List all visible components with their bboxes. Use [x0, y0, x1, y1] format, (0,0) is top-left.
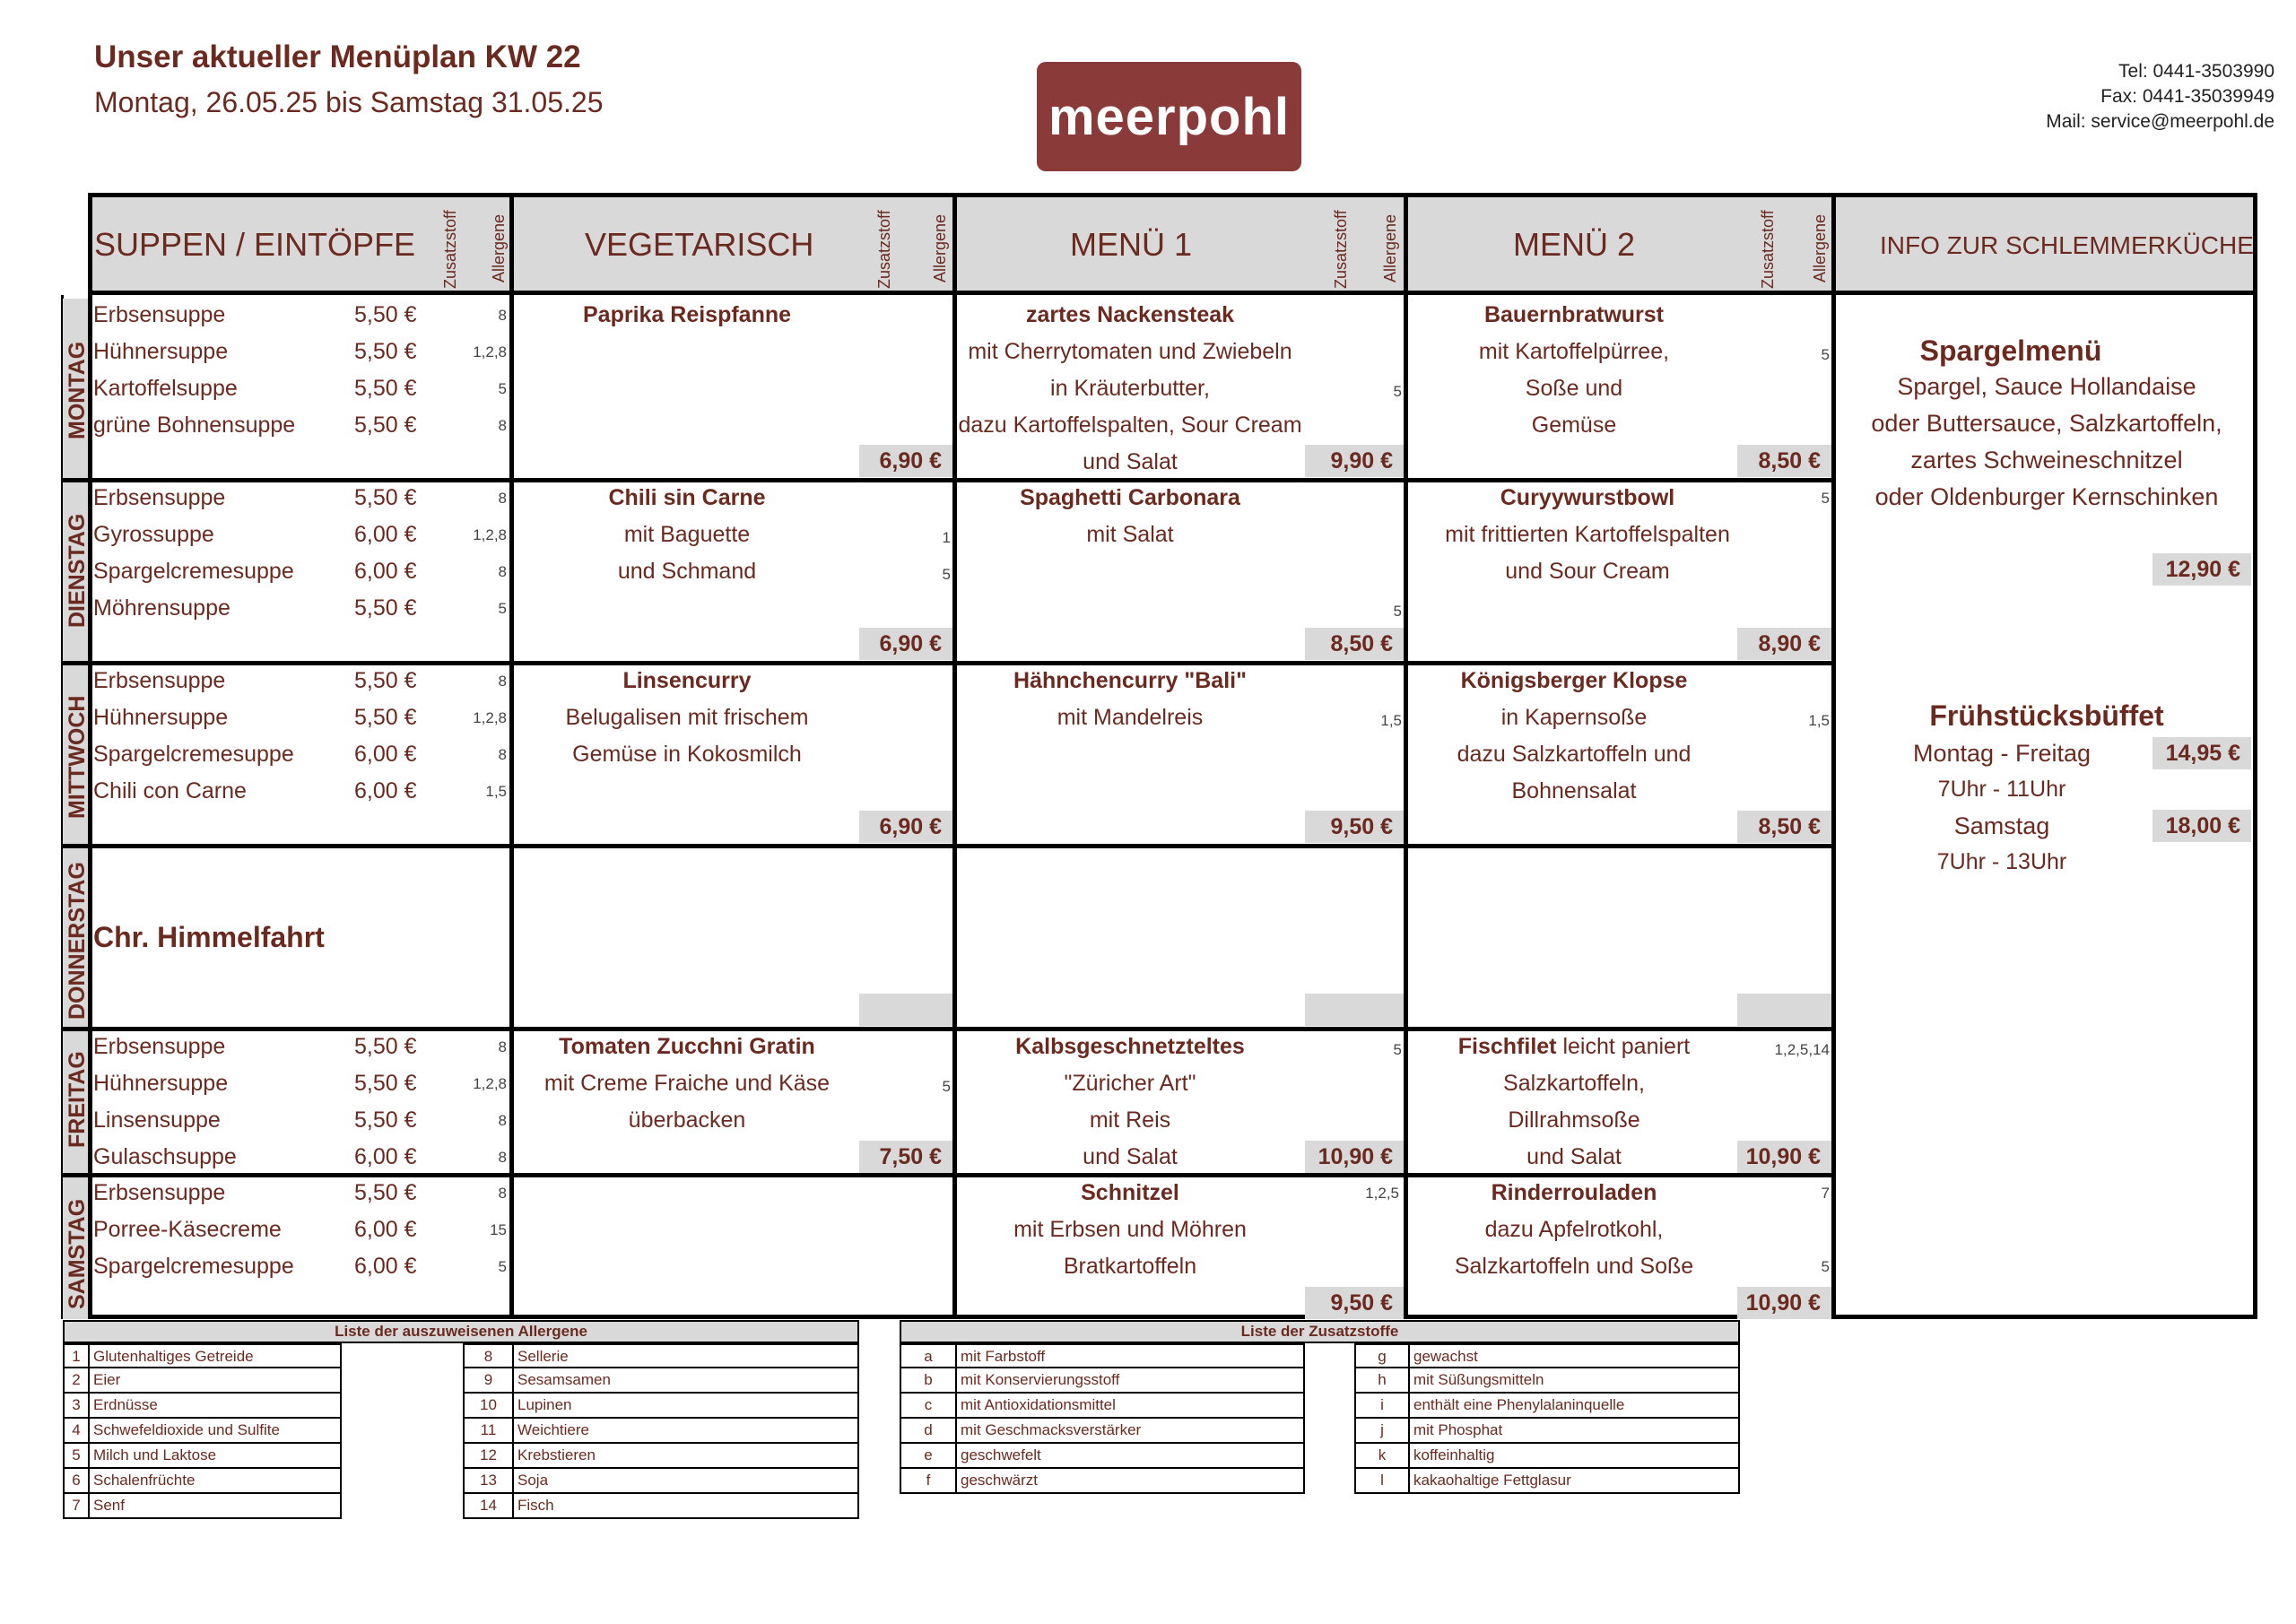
menu2-dish-line: Salzkartoffeln und Soße [1454, 1254, 1694, 1279]
column-sub-zusatz: Zusatzstoff [875, 210, 893, 289]
legend-additives-title: Liste der Zusatzstoffe [900, 1320, 1740, 1343]
column-sub-allergene: Allergene [490, 213, 508, 282]
brand-logo: meerpohl [1037, 62, 1301, 171]
legend-key: 8 [465, 1345, 514, 1367]
legend-key: b [901, 1368, 957, 1392]
menu1-dish-line: mit Erbsen und Möhren [1013, 1217, 1247, 1242]
menu1-dish-title: Schnitzel [1081, 1180, 1179, 1205]
soup-name: Hühnersuppe [93, 705, 229, 730]
day-label-thursday: DONNERSTAG [65, 862, 90, 1020]
menu2-price: 8,50 € [1737, 445, 1831, 477]
legend-value: kakaohaltige Fettglasur [1413, 1472, 1571, 1489]
soup-price: 6,00 € [354, 1217, 417, 1242]
menu1-code: 1,5 [1380, 712, 1402, 729]
legend-value: Glutenhaltiges Getreide [93, 1348, 254, 1365]
menu2-dish-line: dazu Salzkartoffeln und [1457, 742, 1692, 767]
legend-row [1354, 1368, 1740, 1394]
menu1-dish-line: mit Salat [1086, 522, 1174, 547]
legend-row [1354, 1343, 1740, 1368]
soup-price: 5,50 € [354, 1071, 417, 1096]
legend-value: mit Antioxidationsmittel [961, 1396, 1116, 1413]
veg-dish-line: mit Baguette [623, 522, 751, 547]
legend-row [463, 1368, 859, 1394]
info-saturday: Samstag [1953, 812, 2050, 839]
soup-name: Möhrensuppe [93, 595, 230, 621]
soup-code: 8 [498, 307, 507, 324]
legend-allergens-title: Liste der auszuweisenen Allergene [63, 1320, 859, 1343]
legend-key: 6 [65, 1469, 90, 1492]
soup-code: 1,2,8 [473, 709, 507, 726]
legend-row [900, 1469, 1305, 1494]
veg-dish-line: Gemüse in Kokosmilch [572, 742, 802, 767]
menu1-dish-line: Bratkartoffeln [1063, 1254, 1197, 1279]
veg-dish-title: Linsencurry [622, 668, 752, 693]
legend-key: f [901, 1469, 957, 1492]
legend-value: mit Phosphat [1413, 1421, 1503, 1438]
page-title: Unser aktueller Menüplan KW 22 [94, 39, 581, 74]
soup-name: grüne Bohnensuppe [93, 413, 296, 438]
menu2-code: 1,5 [1808, 712, 1830, 729]
legend-key: 1 [65, 1345, 90, 1367]
soup-price: 6,00 € [354, 1254, 417, 1279]
legend-key: h [1356, 1368, 1410, 1392]
legend-value: Sesamsamen [517, 1371, 611, 1388]
legend-row [63, 1419, 342, 1444]
legend-key: d [901, 1419, 957, 1442]
soup-code: 8 [498, 746, 507, 763]
soup-code: 5 [498, 1258, 507, 1275]
info-saturday-price: 18,00 € [2152, 810, 2251, 842]
legend-value: gewachst [1413, 1348, 1478, 1365]
column-sub-allergene: Allergene [1811, 213, 1829, 282]
column-sub-zusatz: Zusatzstoff [1759, 210, 1777, 289]
legend-key: 5 [65, 1444, 90, 1467]
soup-name: Chili con Carne [93, 778, 247, 803]
soup-code: 8 [498, 563, 507, 580]
legend-value: koffeinhaltig [1413, 1446, 1495, 1463]
menu2-code: 1,2,5,14 [1774, 1041, 1830, 1058]
legend-key: 9 [465, 1368, 514, 1392]
veg-price: 6,90 € [859, 445, 952, 477]
menu2-code: 5 [1821, 1258, 1830, 1275]
info-spargel-price: 12,90 € [2152, 553, 2251, 586]
menu1-dish-line: mit Reis [1089, 1107, 1171, 1133]
legend-key: i [1356, 1394, 1410, 1417]
soup-price: 6,00 € [354, 742, 417, 767]
veg-dish-line: Belugalisen mit frischem [565, 705, 809, 730]
legend-key: 2 [65, 1368, 90, 1392]
veg-dish-title: Tomaten Zucchni Gratin [559, 1034, 815, 1059]
menu2-dish-title: Fischfilet [1457, 1034, 1557, 1059]
legend-row [900, 1343, 1305, 1368]
info-weekday-price: 14,95 € [2152, 737, 2251, 769]
legend-row [1354, 1444, 1740, 1469]
legend-value: Schwefeldioxide und Sulfite [93, 1421, 280, 1438]
legend-key: 7 [65, 1494, 90, 1517]
menu1-price: 10,90 € [1305, 1141, 1404, 1173]
soup-code: 15 [490, 1221, 507, 1238]
menu2-code: 5 [1821, 490, 1830, 507]
veg-code: 1 [942, 529, 951, 546]
soup-code: 8 [498, 1185, 507, 1202]
soup-price: 5,50 € [354, 1034, 417, 1059]
menu2-dish-title: Rinderrouladen [1491, 1180, 1657, 1205]
info-weekday: Montag - Freitag [1912, 740, 2092, 767]
legend-key: g [1356, 1345, 1410, 1367]
legend-key: l [1356, 1469, 1410, 1492]
legend-key: 3 [65, 1394, 90, 1417]
legend-key: 12 [465, 1444, 514, 1467]
legend-value: mit Konservierungsstoff [961, 1371, 1120, 1388]
info-fruehstueck-title: Frühstücksbüffet [1929, 699, 2164, 732]
soup-name: Gyrossuppe [93, 522, 214, 547]
day-label-monday: MONTAG [65, 341, 90, 439]
legend-row [1354, 1394, 1740, 1419]
day-divider [61, 1027, 1836, 1031]
legend-row [1354, 1469, 1740, 1494]
soup-name: Spargelcremesuppe [93, 742, 294, 767]
menu1-code: 5 [1393, 383, 1402, 400]
legend-value: Fisch [517, 1497, 554, 1514]
date-range: Montag, 26.05.25 bis Samstag 31.05.25 [94, 86, 604, 118]
legend-row [463, 1444, 859, 1469]
menu2-price-empty [1737, 994, 1831, 1026]
soup-price: 6,00 € [354, 522, 417, 547]
menu1-dish-line: in Kräuterbutter, [1050, 376, 1210, 401]
soup-price: 5,50 € [354, 705, 417, 730]
menu1-dish-title: Spaghetti Carbonara [1020, 485, 1240, 510]
menu2-price: 10,90 € [1737, 1141, 1831, 1173]
soup-name: Spargelcremesuppe [93, 559, 294, 584]
menu2-dish-title: Curyywurstbowl [1500, 485, 1675, 510]
menu2-price: 8,90 € [1737, 628, 1831, 660]
legend-row [63, 1494, 342, 1519]
contact-mail: Mail: service@meerpohl.de [2046, 111, 2274, 132]
menu1-dish-line: "Züricher Art" [1064, 1071, 1196, 1096]
legend-row [63, 1368, 342, 1394]
legend-value: mit Farbstoff [961, 1348, 1046, 1365]
legend-value: Eier [93, 1371, 121, 1388]
soup-price: 5,50 € [354, 339, 417, 364]
day-label-friday: FREITAG [65, 1051, 90, 1148]
menu2-dish-title: Bauernbratwurst [1483, 302, 1665, 327]
legend-value: Erdnüsse [93, 1396, 158, 1413]
veg-price: 6,90 € [859, 811, 952, 843]
legend-row [463, 1494, 859, 1519]
soup-code: 8 [498, 1112, 507, 1129]
legend-value: Weichtiere [517, 1421, 589, 1438]
soup-name: Erbsensuppe [93, 1180, 226, 1205]
legend-key: 4 [65, 1419, 90, 1442]
legend-key: 13 [465, 1469, 514, 1492]
menu1-dish-title: Hähnchencurry "Bali" [1013, 668, 1247, 693]
soup-name: Hühnersuppe [93, 1071, 229, 1096]
contact-phone: Tel: 0441-3503990 [2118, 61, 2274, 82]
soup-name: Porree-Käsecreme [93, 1217, 282, 1242]
veg-price-empty [859, 994, 952, 1026]
column-title-menu1: MENÜ 1 [1070, 226, 1193, 263]
veg-dish-title: Chili sin Carne [608, 485, 766, 510]
menu2-dish-line: und Salat [1526, 1144, 1622, 1169]
soup-name: Erbsensuppe [93, 668, 226, 693]
soup-name: Erbsensuppe [93, 485, 226, 510]
soup-code: 1,5 [485, 783, 507, 800]
menu2-price: 10,90 € [1737, 1287, 1831, 1319]
menu1-dish-line: mit Mandelreis [1057, 705, 1204, 730]
veg-dish-line: und Schmand [617, 559, 757, 584]
menu2-dish-title-row [1408, 1034, 1740, 1060]
legend-key: 11 [465, 1419, 514, 1442]
soup-code: 5 [498, 380, 507, 397]
soup-name: Spargelcremesuppe [93, 1254, 294, 1279]
legend-row [463, 1394, 859, 1419]
legend-value: Senf [93, 1497, 125, 1514]
info-saturday-time: 7Uhr - 13Uhr [1936, 849, 2067, 874]
soup-name: Linsensuppe [93, 1107, 221, 1133]
menu2-code: 7 [1821, 1185, 1830, 1202]
info-spargel-line: oder Oldenburger Kernschinken [1874, 483, 2219, 510]
soup-name: Hühnersuppe [93, 339, 229, 364]
soup-code: 8 [498, 490, 507, 507]
soup-price: 5,50 € [354, 595, 417, 621]
veg-dish-line: überbacken [628, 1107, 746, 1133]
menu2-dish-line: mit Kartoffelpürree, [1478, 339, 1670, 364]
legend-key: e [901, 1444, 957, 1467]
menu2-dish-line: Soße und [1525, 376, 1623, 401]
menu2-dish-line: in Kapernsoße [1500, 705, 1648, 730]
info-spargel-line: Spargel, Sauce Hollandaise [1897, 373, 2196, 400]
day-label-tuesday: DIENSTAG [65, 513, 90, 628]
legend-row [63, 1444, 342, 1469]
menu1-dish-title: Kalbsgeschnetzteltes [1015, 1034, 1245, 1059]
day-label-wednesday: MITTWOCH [65, 695, 90, 819]
column-sub-zusatz: Zusatzstoff [1332, 210, 1350, 289]
veg-dish-line: mit Creme Fraiche und Käse [544, 1071, 831, 1096]
column-sub-zusatz: Zusatzstoff [441, 210, 459, 289]
veg-code: 5 [942, 1078, 951, 1095]
legend-row [900, 1419, 1305, 1444]
legend-value: Soja [517, 1472, 549, 1489]
legend-row [63, 1394, 342, 1419]
column-title-soups: SUPPEN / EINTÖPFE [94, 226, 416, 263]
legend-key: 14 [465, 1494, 514, 1517]
info-weekday-time: 7Uhr - 11Uhr [1937, 777, 2066, 802]
menu1-price: 8,50 € [1305, 628, 1404, 660]
menu1-price: 9,50 € [1305, 1287, 1404, 1319]
soup-code: 1,2,8 [473, 1075, 507, 1092]
menu1-dish-title: zartes Nackensteak [1025, 302, 1235, 327]
legend-row [463, 1469, 859, 1494]
soup-price: 5,50 € [354, 1107, 417, 1133]
legend-value: Milch und Laktose [93, 1446, 217, 1463]
soup-price: 6,00 € [354, 778, 417, 803]
legend-row [63, 1469, 342, 1494]
column-sub-allergene: Allergene [931, 213, 949, 282]
legend-value: geschwefelt [961, 1446, 1041, 1463]
legend-row [900, 1368, 1305, 1394]
soup-name: Erbsensuppe [93, 302, 226, 327]
soup-price: 5,50 € [354, 485, 417, 510]
legend-row [63, 1343, 342, 1368]
soup-price: 5,50 € [354, 376, 417, 401]
veg-price: 7,50 € [859, 1141, 952, 1173]
info-spargel-line: oder Buttersauce, Salzkartoffeln, [1871, 410, 2222, 437]
legend-row [1354, 1419, 1740, 1444]
soup-code: 8 [498, 417, 507, 434]
soup-price: 6,00 € [354, 559, 417, 584]
veg-dish-title: Paprika Reispfanne [582, 302, 792, 327]
menu1-dish-line: dazu Kartoffelspalten, Sour Cream [958, 413, 1302, 438]
legend-row [900, 1444, 1305, 1469]
column-title-vegetarian: VEGETARISCH [585, 226, 814, 263]
veg-code: 5 [942, 566, 951, 583]
menu1-code: 5 [1393, 1041, 1402, 1058]
menu2-dish-line: mit frittierten Kartoffelspalten [1445, 522, 1730, 547]
legend-key: j [1356, 1419, 1410, 1442]
legend-value: Schalenfrüchte [93, 1472, 196, 1489]
soup-code: 5 [498, 600, 507, 617]
soup-price: 5,50 € [354, 668, 417, 693]
contact-info [2046, 59, 2274, 135]
menu2-price: 8,50 € [1737, 811, 1831, 843]
menu2-code: 5 [1821, 346, 1830, 363]
menu2-dish-line: Dillrahmsoße [1508, 1107, 1640, 1133]
menu1-price: 9,90 € [1305, 445, 1404, 477]
menu2-dish-line: dazu Apfelrotkohl, [1484, 1217, 1664, 1242]
day-divider [61, 661, 1836, 665]
info-spargel-line: zartes Schweineschnitzel [1910, 447, 2183, 473]
soup-code: 8 [498, 673, 507, 690]
soup-price: 5,50 € [354, 413, 417, 438]
menu2-dish-line: Bohnensalat [1511, 778, 1637, 803]
menu2-dish-line: Gemüse [1531, 413, 1617, 438]
legend-value: enthält eine Phenylalaninquelle [1413, 1396, 1625, 1413]
legend-row [900, 1394, 1305, 1419]
legend-key: k [1356, 1444, 1410, 1467]
soup-price: 6,00 € [354, 1144, 417, 1169]
legend-value: Krebstieren [517, 1446, 596, 1463]
legend-row [463, 1419, 859, 1444]
legend-value: Sellerie [517, 1348, 569, 1365]
info-spargel-title: Spargelmenü [1919, 334, 2102, 367]
legend-row [463, 1343, 859, 1368]
menu1-dish-line: und Salat [1083, 1144, 1178, 1169]
menu2-dish-title-suffix: leicht paniert [1556, 1034, 1691, 1059]
soup-price: 5,50 € [354, 1180, 417, 1205]
veg-price: 6,90 € [859, 628, 952, 660]
day-divider [61, 844, 1836, 848]
soup-name: Kartoffelsuppe [93, 376, 238, 401]
legend-key: c [901, 1394, 957, 1417]
soup-name: Gulaschsuppe [93, 1144, 237, 1169]
soup-price: 5,50 € [354, 302, 417, 327]
soup-code: 1,2,8 [473, 526, 507, 543]
menu1-price-empty [1305, 994, 1404, 1026]
legend-value: mit Geschmacksverstärker [961, 1421, 1142, 1438]
menu1-price: 9,50 € [1305, 811, 1404, 843]
menu1-dish-line: und Salat [1083, 449, 1178, 474]
contact-fax: Fax: 0441-35039949 [2100, 86, 2274, 107]
menu2-dish-line: Salzkartoffeln, [1503, 1071, 1645, 1096]
day-divider [61, 1173, 1836, 1177]
menu2-dish-title: Königsberger Klopse [1460, 668, 1688, 693]
legend-value: mit Süßungsmitteln [1413, 1371, 1544, 1388]
menu1-code: 5 [1393, 603, 1402, 620]
legend-key: 10 [465, 1394, 514, 1417]
column-title-info: INFO ZUR SCHLEMMERKÜCHE [1880, 231, 2254, 259]
day-label-saturday: SAMSTAG [65, 1198, 90, 1309]
column-title-menu2: MENÜ 2 [1513, 226, 1636, 263]
holiday-label: Chr. Himmelfahrt [93, 921, 325, 953]
menu2-dish-line: und Sour Cream [1505, 559, 1670, 584]
soup-code: 1,2,8 [473, 343, 507, 360]
legend-key: a [901, 1345, 957, 1367]
menu1-dish-line: mit Cherrytomaten und Zwiebeln [968, 339, 1292, 364]
soup-code: 8 [498, 1149, 507, 1166]
column-sub-allergene: Allergene [1381, 213, 1399, 282]
legend-value: Lupinen [517, 1396, 572, 1413]
menu1-code: 1,2,5 [1365, 1185, 1399, 1202]
soup-name: Erbsensuppe [93, 1034, 226, 1059]
soup-code: 8 [498, 1038, 507, 1055]
day-divider [61, 478, 1836, 482]
legend-value: geschwärzt [961, 1472, 1038, 1489]
